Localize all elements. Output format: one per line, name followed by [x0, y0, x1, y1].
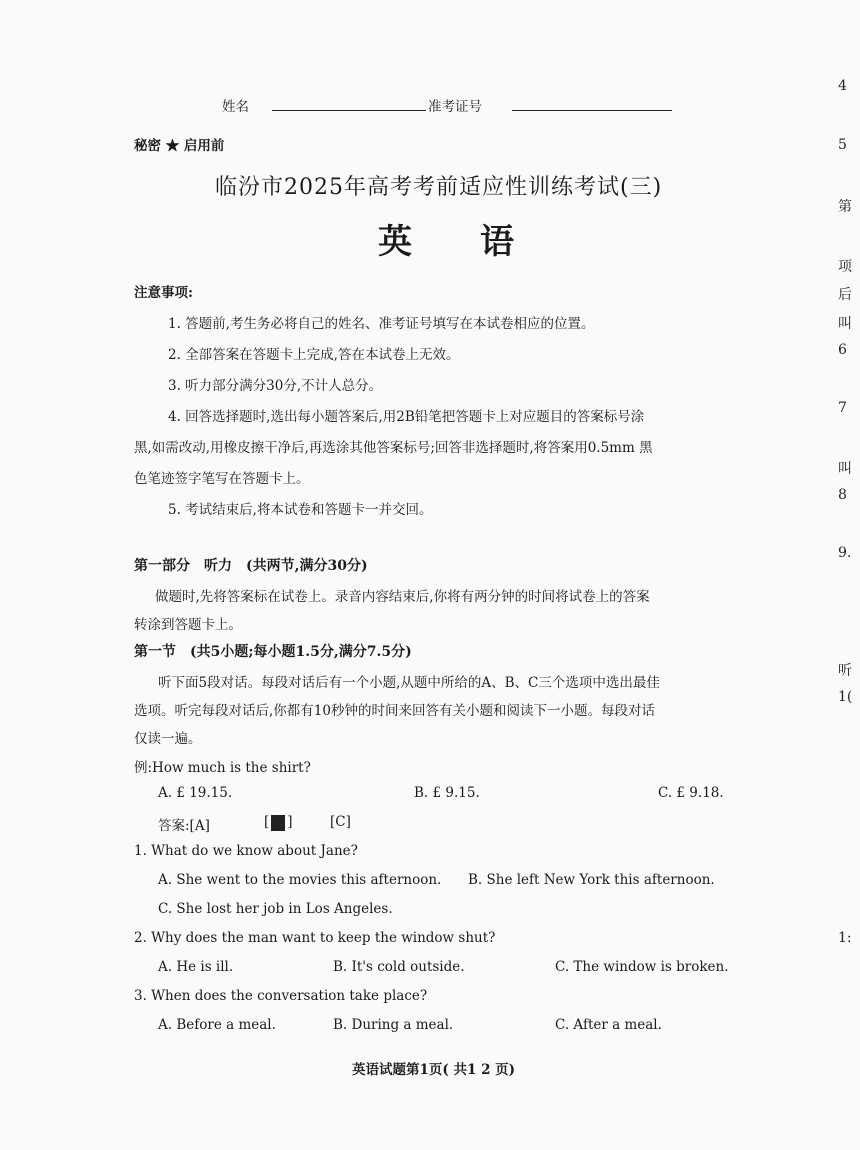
q1-option-a: A. She went to the movies this afternoon. — [158, 872, 442, 888]
edge-fragment: 叫 — [838, 461, 852, 477]
secret-mark: 秘密 ★ 启用前 — [134, 138, 225, 154]
section1-title: 第一节 (共5小题;每小题1.5分,满分7.5分) — [134, 644, 412, 660]
name-label: 姓名 — [222, 99, 249, 115]
example-option-b: B. £ 9.15. — [414, 785, 480, 801]
section1-intro: 仅读一遍。 — [134, 731, 202, 747]
note-item: 5. 考试结束后,将本试卷和答题卡一并交回。 — [168, 502, 433, 518]
example-question: 例:How much is the shirt? — [134, 760, 311, 776]
part1-intro: 转涂到答题卡上。 — [134, 617, 242, 633]
edge-fragment: 后 — [838, 287, 852, 303]
section1-intro: 听下面5段对话。每段对话后有一个小题,从题中所给的A、B、C三个选项中选出最佳 — [158, 675, 660, 691]
edge-fragment: 1: — [838, 930, 852, 946]
edge-fragment: 第 — [838, 199, 852, 215]
q2-option-c: C. The window is broken. — [555, 959, 729, 975]
q1-option-c: C. She lost her job in Los Angeles. — [158, 901, 393, 917]
name-field[interactable] — [272, 96, 426, 111]
part1-intro: 做题时,先将答案标在试卷上。录音内容结束后,你将有两分钟的时间将试卷上的答案 — [155, 589, 650, 605]
subject-title: 英 语 — [378, 222, 514, 262]
q2-option-a: A. He is ill. — [158, 959, 234, 975]
page-footer: 英语试题第1页( 共1 2 页) — [352, 1062, 516, 1078]
edge-fragment: 8 — [838, 487, 847, 503]
edge-fragment: 叫 — [838, 316, 852, 332]
exam-no-label: 准考证号 — [428, 99, 482, 115]
example-answer-a: 答案:[A] — [158, 818, 210, 834]
edge-fragment: 6 — [838, 342, 847, 358]
q2-option-b: B. It's cold outside. — [333, 959, 465, 975]
example-option-a: A. £ 19.15. — [158, 785, 233, 801]
q3-option-a: A. Before a meal. — [158, 1017, 276, 1033]
part1-title: 第一部分 听力 (共两节,满分30分) — [134, 558, 368, 574]
note-item: 4. 回答选择题时,选出每小题答案后,用2B铅笔把答题卡上对应题目的答案标号涂 — [168, 409, 645, 425]
exam-title: 临汾市2025年高考考前适应性训练考试(三) — [215, 175, 663, 200]
exam-no-field[interactable] — [512, 96, 672, 111]
example-answer-c: [C] — [330, 814, 351, 830]
question-3: 3. When does the conversation take place? — [134, 988, 428, 1004]
q3-option-b: B. During a meal. — [333, 1017, 454, 1033]
q3-option-c: C. After a meal. — [555, 1017, 662, 1033]
note-item: 1. 答题前,考生务必将自己的姓名、准考证号填写在本试卷相应的位置。 — [168, 316, 595, 332]
edge-fragment: 1( — [838, 689, 853, 705]
note-item: 2. 全部答案在答题卡上完成,答在本试卷上无效。 — [168, 347, 460, 363]
example-option-c: C. £ 9.18. — [658, 785, 724, 801]
notes-title: 注意事项: — [134, 285, 193, 301]
edge-fragment: 5 — [838, 137, 847, 153]
q1-option-b: B. She left New York this afternoon. — [468, 872, 715, 888]
section1-intro: 选项。听完每段对话后,你都有10秒钟的时间来回答有关小题和阅读下一小题。每段对话 — [134, 703, 655, 719]
note-item: 3. 听力部分满分30分,不计人总分。 — [168, 378, 383, 394]
edge-fragment: 9. — [838, 545, 852, 561]
edge-fragment: 4 — [838, 78, 847, 94]
question-2: 2. Why does the man want to keep the window shut? — [134, 930, 496, 946]
note-item: 色笔迹签字笔写在答题卡上。 — [134, 471, 310, 487]
question-1: 1. What do we know about Jane? — [134, 843, 358, 859]
edge-fragment: 听 — [838, 663, 852, 679]
example-answer-b-filled: [ ] — [264, 814, 293, 830]
edge-fragment: 7 — [838, 400, 847, 416]
edge-fragment: 项 — [838, 259, 852, 275]
note-item: 黑,如需改动,用橡皮擦干净后,再选涂其他答案标号;回答非选择题时,将答案用0.5mm 黑 — [134, 440, 653, 456]
